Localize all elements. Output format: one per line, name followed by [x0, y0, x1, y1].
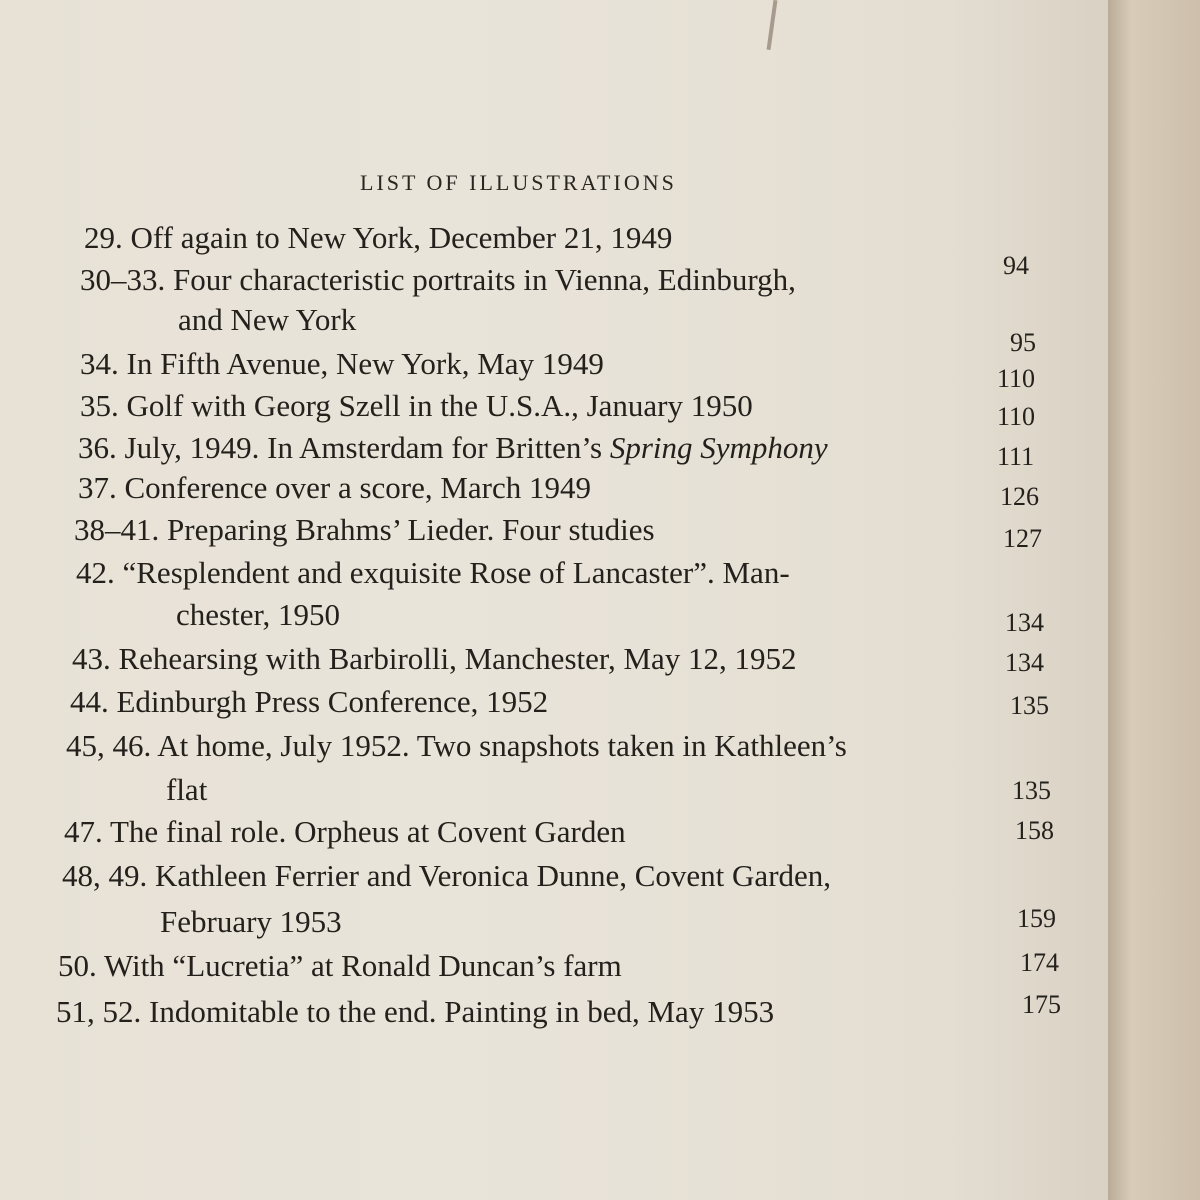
list-item-36-italic-title: Spring Symphony — [609, 430, 828, 465]
list-item-30-33-continued: and New York — [178, 302, 357, 337]
list-item-43: 43. Rehearsing with Barbirolli, Manchester, May 12, 1952 — [72, 641, 797, 676]
list-item-47: 47. The final role. Orpheus at Covent Garden — [64, 814, 626, 849]
list-item-44: 44. Edinburgh Press Conference, 1952 — [70, 684, 549, 719]
list-item-45-46-continued: flat — [166, 772, 208, 807]
page-number-51-52: 175 — [1022, 990, 1061, 1019]
list-item-48-49-continued: February 1953 — [160, 904, 342, 939]
page-number-37: 126 — [1000, 482, 1039, 511]
page-number-48-49: 159 — [1017, 904, 1056, 933]
page-number-30-33: 95 — [1010, 328, 1036, 357]
list-item-35: 35. Golf with Georg Szell in the U.S.A., January 1950 — [80, 388, 753, 423]
list-item-36-text: 36. July, 1949. In Amsterdam for Britten’s — [78, 430, 610, 465]
page-number-47: 158 — [1015, 816, 1054, 845]
list-item-42-continued: chester, 1950 — [176, 597, 341, 632]
list-item-50: 50. With “Lucretia” at Ronald Duncan’s farm — [58, 948, 622, 983]
page-title: LIST OF ILLUSTRATIONS — [360, 170, 677, 195]
list-item-30-33: 30–33. Four characteristic portraits in Vienna, Edinburgh, — [80, 262, 796, 297]
list-item-38-41: 38–41. Preparing Brahms’ Lieder. Four studies — [74, 512, 655, 547]
list-item-48-49: 48, 49. Kathleen Ferrier and Veronica Dunne, Covent Garden, — [62, 858, 832, 893]
list-item-29: 29. Off again to New York, December 21, 1949 — [84, 220, 673, 255]
list-item-37: 37. Conference over a score, March 1949 — [78, 470, 592, 505]
page-number-36: 111 — [997, 442, 1035, 471]
page-number-50: 174 — [1020, 948, 1059, 977]
list-item-42: 42. “Resplendent and exquisite Rose of Lancaster”. Man- — [76, 555, 790, 590]
page-number-29: 94 — [1003, 251, 1029, 280]
page-number-43: 134 — [1005, 648, 1044, 677]
list-item-34: 34. In Fifth Avenue, New York, May 1949 — [80, 346, 604, 381]
list-item-45-46: 45, 46. At home, July 1952. Two snapshots taken in Kathleen’s — [66, 728, 847, 763]
page-number-42: 134 — [1005, 608, 1044, 637]
page-number-44: 135 — [1010, 691, 1049, 720]
page-number-34: 110 — [997, 364, 1036, 393]
list-item-51-52: 51, 52. Indomitable to the end. Painting in bed, May 1953 — [56, 994, 775, 1029]
list-item-36 — [78, 432, 828, 463]
page-number-38-41: 127 — [1003, 524, 1042, 553]
page-number-45-46: 135 — [1012, 776, 1051, 805]
adjacent-page-edge — [1108, 0, 1200, 1200]
page-number-35: 110 — [997, 402, 1036, 431]
